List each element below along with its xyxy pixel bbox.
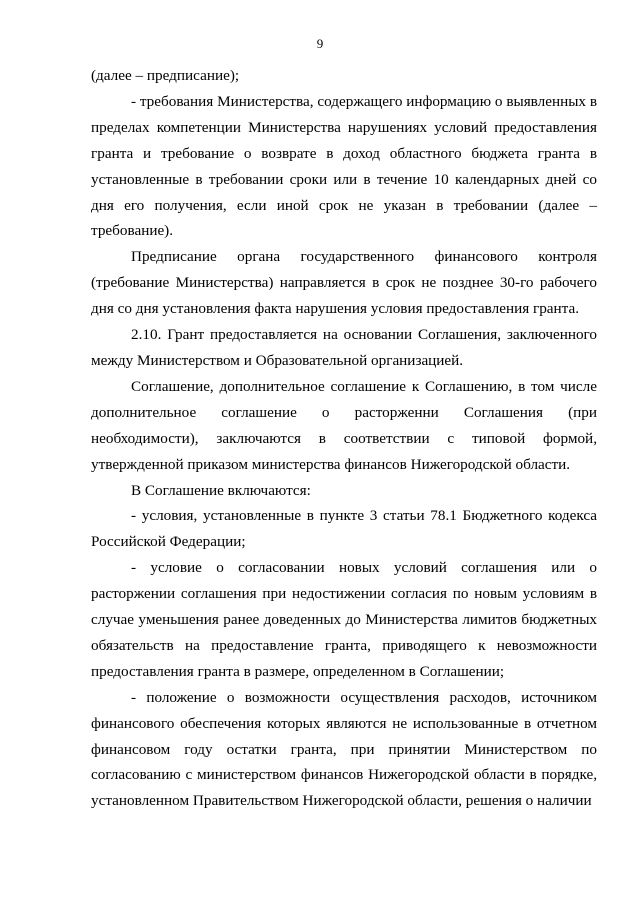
paragraph-agreement-includes: В Соглашение включаются: <box>131 481 311 499</box>
paragraph-section-2-10: 2.10. Грант предоставляется на основании Соглашения, заключенного между Министерством и Образовательной организацией. <box>91 326 597 369</box>
paragraph-requirement-item: - требования Министерства, содержащего информацию о выявленных в пределах компетенции Министерства нарушениях условий предоставления гранта и требование о возврате в доход областного бюджета гранта в установленные в требовании сроки или в течение 10 календарных дней со дня его получения, если иной срок не указан в требовании (далее – требование). <box>91 92 597 240</box>
paragraph-new-conditions-clause: - условие о согласовании новых условий соглашения или о расторжении соглашения при недостижении согласия по новым условиям в случае уменьшения ранее доведенных до Министерства лимитов бюджетных обязательств на предоставление гранта, приводящего к невозможности предоставления гранта в размере, определенном в Соглашении; <box>91 559 597 680</box>
paragraph-prescription-deadline: Предписание органа государственного финансового контроля (требование Министерства) направляется в срок не позднее 30-го рабочего дня со дня установления факта нарушения условия предоставления гранта. <box>91 248 597 318</box>
document-body <box>91 63 597 814</box>
paragraph-continuation: (далее – предписание); <box>91 67 240 84</box>
paragraph-unused-balance-clause: - положение о возможности осуществления расходов, источником финансового обеспечения которых являются не использованные в отчетном финансовом году остатки гранта, при принятии Министерством по согласованию с министерством финансов Нижегородской области в порядке, установленном Правительством Нижегородской области, решения о наличии <box>91 688 597 810</box>
paragraph-budget-code-conditions: - условия, установленные в пункте 3 статьи 78.1 Бюджетного кодекса Российской Федерации; <box>91 507 597 551</box>
paragraph-agreement-form: Соглашение, дополнительное соглашение к Соглашению, в том числе дополнительное соглашение о расторженни Соглашения (при необходимости), заключаются в соответствии с типовой формой, утвержденной приказом министерства финансов Нижегородской области. <box>91 377 597 473</box>
page-number: 9 <box>316 36 324 51</box>
